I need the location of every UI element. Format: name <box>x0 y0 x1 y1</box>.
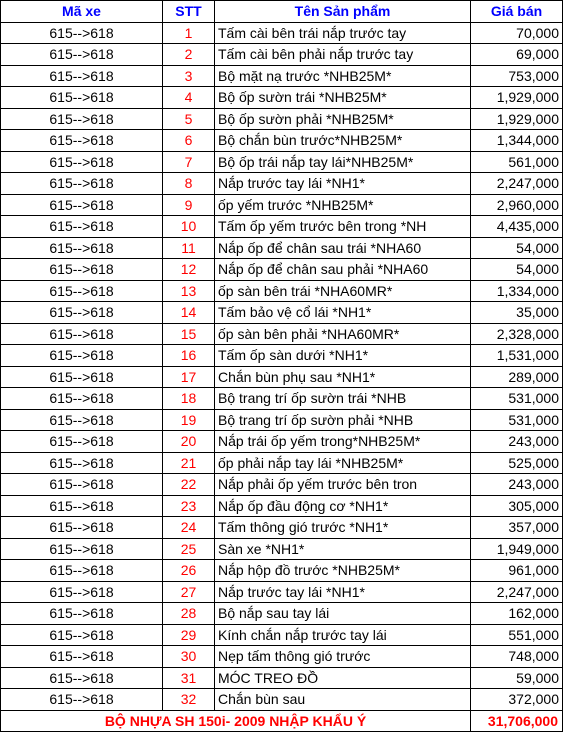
cell-model: 615-->618 <box>1 280 163 302</box>
cell-name: Bộ trang trí ốp sườn phải *NHB <box>215 409 471 431</box>
table-row <box>1 667 563 689</box>
cell-price: 753,000 <box>471 65 563 87</box>
cell-model: 615-->618 <box>1 560 163 582</box>
table-row <box>1 108 563 130</box>
cell-name: ốp phải nắp tay lái *NHB25M* <box>215 452 471 474</box>
header-model: Mã xe <box>1 1 163 23</box>
cell-model: 615-->618 <box>1 538 163 560</box>
cell-model: 615-->618 <box>1 22 163 44</box>
cell-name: Kính chắn nắp trước tay lái <box>215 624 471 646</box>
cell-model: 615-->618 <box>1 323 163 345</box>
cell-price: 2,960,000 <box>471 194 563 216</box>
cell-model: 615-->618 <box>1 130 163 152</box>
cell-price: 961,000 <box>471 560 563 582</box>
cell-model: 615-->618 <box>1 87 163 109</box>
cell-price: 70,000 <box>471 22 563 44</box>
cell-stt: 17 <box>163 366 215 388</box>
cell-price: 1,929,000 <box>471 87 563 109</box>
table-row <box>1 560 563 582</box>
cell-model: 615-->618 <box>1 474 163 496</box>
cell-name: ốp yếm trước *NHB25M* <box>215 194 471 216</box>
cell-stt: 5 <box>163 108 215 130</box>
cell-model: 615-->618 <box>1 388 163 410</box>
cell-price: 748,000 <box>471 646 563 668</box>
cell-price: 1,344,000 <box>471 130 563 152</box>
cell-price: 2,328,000 <box>471 323 563 345</box>
cell-stt: 32 <box>163 689 215 711</box>
cell-name: Nắp ốp để chân sau phải *NHA60 <box>215 259 471 281</box>
cell-model: 615-->618 <box>1 151 163 173</box>
cell-model: 615-->618 <box>1 345 163 367</box>
cell-name: Tấm bảo vệ cổ lái *NH1* <box>215 302 471 324</box>
cell-stt: 6 <box>163 130 215 152</box>
table-row <box>1 409 563 431</box>
cell-name: Nắp ốp để chân sau trái *NHA60 <box>215 237 471 259</box>
cell-model: 615-->618 <box>1 409 163 431</box>
table-row <box>1 495 563 517</box>
total-row <box>1 710 563 732</box>
cell-name: Nắp trái ốp yếm trong*NHB25M* <box>215 431 471 453</box>
cell-name: ốp sàn bên phải *NHA60MR* <box>215 323 471 345</box>
cell-name: Nắp ốp đầu động cơ *NH1* <box>215 495 471 517</box>
cell-stt: 14 <box>163 302 215 324</box>
cell-price: 69,000 <box>471 44 563 66</box>
table-row <box>1 44 563 66</box>
cell-name: Bộ ốp sườn trái *NHB25M* <box>215 87 471 109</box>
cell-name: Chắn bùn phụ sau *NH1* <box>215 366 471 388</box>
cell-stt: 22 <box>163 474 215 496</box>
cell-name: Bộ ốp trái nắp tay lái*NHB25M* <box>215 151 471 173</box>
cell-price: 551,000 <box>471 624 563 646</box>
cell-price: 162,000 <box>471 603 563 625</box>
cell-name: Chắn bùn sau <box>215 689 471 711</box>
table-row <box>1 646 563 668</box>
cell-stt: 21 <box>163 452 215 474</box>
cell-stt: 10 <box>163 216 215 238</box>
cell-stt: 15 <box>163 323 215 345</box>
table-row <box>1 280 563 302</box>
table-row <box>1 216 563 238</box>
cell-price: 1,531,000 <box>471 345 563 367</box>
cell-price: 531,000 <box>471 409 563 431</box>
table-row <box>1 302 563 324</box>
cell-stt: 29 <box>163 624 215 646</box>
cell-name: Bộ trang trí ốp sườn trái *NHB <box>215 388 471 410</box>
cell-stt: 3 <box>163 65 215 87</box>
cell-price: 561,000 <box>471 151 563 173</box>
cell-name: Sàn xe *NH1* <box>215 538 471 560</box>
cell-name: Nẹp tấm thông gió trước <box>215 646 471 668</box>
table-row <box>1 87 563 109</box>
cell-price: 243,000 <box>471 474 563 496</box>
cell-stt: 20 <box>163 431 215 453</box>
cell-stt: 31 <box>163 667 215 689</box>
table-row <box>1 431 563 453</box>
cell-price: 289,000 <box>471 366 563 388</box>
cell-name: Nắp trước tay lái *NH1* <box>215 581 471 603</box>
cell-name: Nắp hộp đồ trước *NHB25M* <box>215 560 471 582</box>
cell-stt: 1 <box>163 22 215 44</box>
cell-model: 615-->618 <box>1 194 163 216</box>
cell-price: 372,000 <box>471 689 563 711</box>
cell-price: 243,000 <box>471 431 563 453</box>
cell-name: Tấm cài bên phải nắp trước tay <box>215 44 471 66</box>
cell-price: 35,000 <box>471 302 563 324</box>
cell-model: 615-->618 <box>1 259 163 281</box>
cell-name: ốp sàn bên trái *NHA60MR* <box>215 280 471 302</box>
cell-model: 615-->618 <box>1 495 163 517</box>
cell-stt: 19 <box>163 409 215 431</box>
cell-model: 615-->618 <box>1 366 163 388</box>
cell-model: 615-->618 <box>1 624 163 646</box>
cell-name: Tấm thông gió trước *NH1* <box>215 517 471 539</box>
cell-price: 531,000 <box>471 388 563 410</box>
table-row <box>1 624 563 646</box>
cell-model: 615-->618 <box>1 667 163 689</box>
cell-name: MÓC TREO ĐỒ <box>215 667 471 689</box>
cell-stt: 13 <box>163 280 215 302</box>
cell-name: Nắp trước tay lái *NH1* <box>215 173 471 195</box>
cell-model: 615-->618 <box>1 302 163 324</box>
cell-price: 1,929,000 <box>471 108 563 130</box>
total-label: BỘ NHỰA SH 150i- 2009 NHẬP KHẨU Ý <box>1 710 471 732</box>
table-row <box>1 538 563 560</box>
table-row <box>1 603 563 625</box>
cell-model: 615-->618 <box>1 173 163 195</box>
cell-price: 2,247,000 <box>471 173 563 195</box>
table-row <box>1 689 563 711</box>
cell-stt: 26 <box>163 560 215 582</box>
cell-price: 305,000 <box>471 495 563 517</box>
cell-price: 2,247,000 <box>471 581 563 603</box>
cell-price: 4,435,000 <box>471 216 563 238</box>
cell-model: 615-->618 <box>1 237 163 259</box>
header-stt: STT <box>163 1 215 23</box>
cell-stt: 27 <box>163 581 215 603</box>
table-row <box>1 581 563 603</box>
cell-name: Tấm ốp yếm trước bên trong *NH <box>215 216 471 238</box>
cell-stt: 11 <box>163 237 215 259</box>
cell-name: Tấm cài bên trái nắp trước tay <box>215 22 471 44</box>
cell-stt: 7 <box>163 151 215 173</box>
cell-price: 54,000 <box>471 259 563 281</box>
table-body <box>1 22 563 710</box>
cell-stt: 24 <box>163 517 215 539</box>
cell-model: 615-->618 <box>1 431 163 453</box>
cell-stt: 9 <box>163 194 215 216</box>
cell-name: Bộ ốp sườn phải *NHB25M* <box>215 108 471 130</box>
cell-stt: 25 <box>163 538 215 560</box>
table-row <box>1 388 563 410</box>
cell-stt: 28 <box>163 603 215 625</box>
table-row <box>1 237 563 259</box>
cell-model: 615-->618 <box>1 44 163 66</box>
total-value: 31,706,000 <box>471 710 563 732</box>
cell-model: 615-->618 <box>1 65 163 87</box>
cell-stt: 8 <box>163 173 215 195</box>
table-row <box>1 474 563 496</box>
header-price: Giá bán <box>471 1 563 23</box>
cell-model: 615-->618 <box>1 452 163 474</box>
table-row <box>1 130 563 152</box>
cell-name: Bộ mặt nạ trước *NHB25M* <box>215 65 471 87</box>
table-row <box>1 173 563 195</box>
cell-stt: 12 <box>163 259 215 281</box>
cell-name: Nắp phải ốp yếm trước bên tron <box>215 474 471 496</box>
cell-model: 615-->618 <box>1 108 163 130</box>
cell-price: 54,000 <box>471 237 563 259</box>
table-row <box>1 345 563 367</box>
cell-model: 615-->618 <box>1 517 163 539</box>
cell-name: Bộ nắp sau tay lái <box>215 603 471 625</box>
table-row <box>1 65 563 87</box>
cell-price: 59,000 <box>471 667 563 689</box>
table-row <box>1 452 563 474</box>
cell-model: 615-->618 <box>1 646 163 668</box>
cell-stt: 2 <box>163 44 215 66</box>
cell-price: 1,334,000 <box>471 280 563 302</box>
cell-model: 615-->618 <box>1 689 163 711</box>
header-row <box>1 1 563 23</box>
header-name: Tên Sản phẩm <box>215 1 471 23</box>
cell-stt: 23 <box>163 495 215 517</box>
cell-stt: 4 <box>163 87 215 109</box>
table-row <box>1 22 563 44</box>
cell-stt: 16 <box>163 345 215 367</box>
table-row <box>1 366 563 388</box>
cell-name: Bộ chắn bùn trước*NHB25M* <box>215 130 471 152</box>
cell-model: 615-->618 <box>1 603 163 625</box>
cell-stt: 18 <box>163 388 215 410</box>
cell-price: 525,000 <box>471 452 563 474</box>
cell-stt: 30 <box>163 646 215 668</box>
cell-price: 1,949,000 <box>471 538 563 560</box>
table-row <box>1 151 563 173</box>
table-row <box>1 259 563 281</box>
table-row <box>1 323 563 345</box>
table-row <box>1 194 563 216</box>
cell-name: Tấm ốp sàn dưới *NH1* <box>215 345 471 367</box>
cell-model: 615-->618 <box>1 581 163 603</box>
cell-model: 615-->618 <box>1 216 163 238</box>
table-row <box>1 517 563 539</box>
cell-price: 357,000 <box>471 517 563 539</box>
